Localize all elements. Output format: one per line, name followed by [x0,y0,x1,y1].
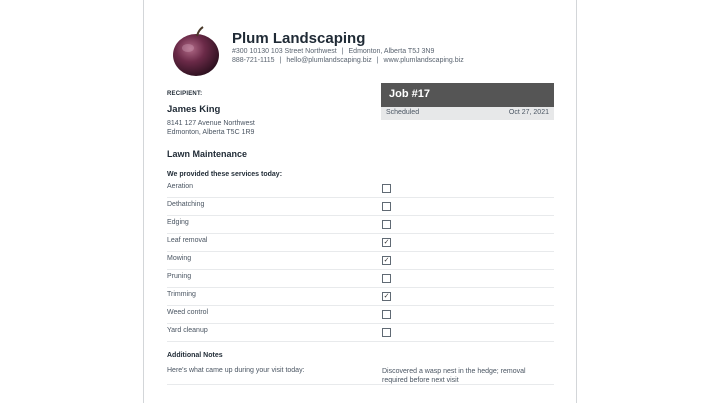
service-row-pruning [167,270,554,288]
job-title-bar [381,83,554,107]
service-label: Weed control [167,309,209,316]
separator: | [341,48,344,55]
company-address-line [232,48,434,55]
divider [167,384,554,385]
service-row-leaf-removal [167,234,554,252]
company-phone[interactable]: 888-721-1115 [232,57,275,64]
service-label: Edging [167,219,189,226]
service-checkbox[interactable] [382,328,391,337]
service-checkbox[interactable]: ✓ [383,238,390,246]
section-title: Lawn Maintenance [167,149,248,159]
service-row-yard-cleanup [167,324,554,342]
service-checkbox[interactable] [382,310,391,319]
service-label: Leaf removal [167,237,208,244]
service-row-edging [167,216,554,234]
job-title: Job #17 [389,88,430,100]
service-label: Mowing [167,255,192,262]
service-label: Pruning [167,273,192,280]
service-row-trimming [167,288,554,306]
recipient-address-line2: Edmonton, Alberta T5C 1R9 [167,129,255,136]
service-label: Dethatching [167,201,205,208]
service-checkbox[interactable] [382,220,391,229]
service-checkbox[interactable] [382,274,391,283]
service-label: Trimming [167,291,196,298]
company-name: Plum Landscaping [232,30,366,47]
company-contact-line [232,57,464,64]
notes-prompt: Here's what came up during your visit today: [167,367,305,374]
job-date: Oct 27, 2021 [508,109,549,116]
service-label: Yard cleanup [167,327,208,334]
company-email[interactable]: hello@plumlandscaping.biz [286,57,372,64]
service-checkbox[interactable] [382,202,391,211]
plum-icon [170,24,222,78]
notes-text: Discovered a wasp nest in the hedge; removal required before next visit [382,368,526,384]
service-label: Aeration [167,183,194,190]
service-row-dethatching [167,198,554,216]
recipient-address-line1: 8141 127 Avenue Northwest [167,120,255,127]
document-page [143,0,577,403]
notes-title: Additional Notes [167,352,223,359]
service-row-mowing [167,252,554,270]
service-checkbox[interactable]: ✓ [383,256,390,264]
service-row-aeration [167,180,554,198]
job-status-row [381,107,554,120]
service-row-weed-control [167,306,554,324]
service-checkbox[interactable] [382,184,391,193]
services-heading: We provided these services today: [167,171,283,178]
recipient-name: James King [167,104,221,115]
service-checkbox[interactable]: ✓ [383,292,390,300]
company-address: #300 10130 103 Street Northwest [232,48,337,55]
job-status: Scheduled [386,109,420,116]
company-city: Edmonton, Alberta T5J 3N9 [348,48,435,55]
separator: | [376,57,379,64]
recipient-label: RECIPIENT: [167,91,203,97]
company-website[interactable]: www.plumlandscaping.biz [383,57,464,64]
separator: | [279,57,282,64]
